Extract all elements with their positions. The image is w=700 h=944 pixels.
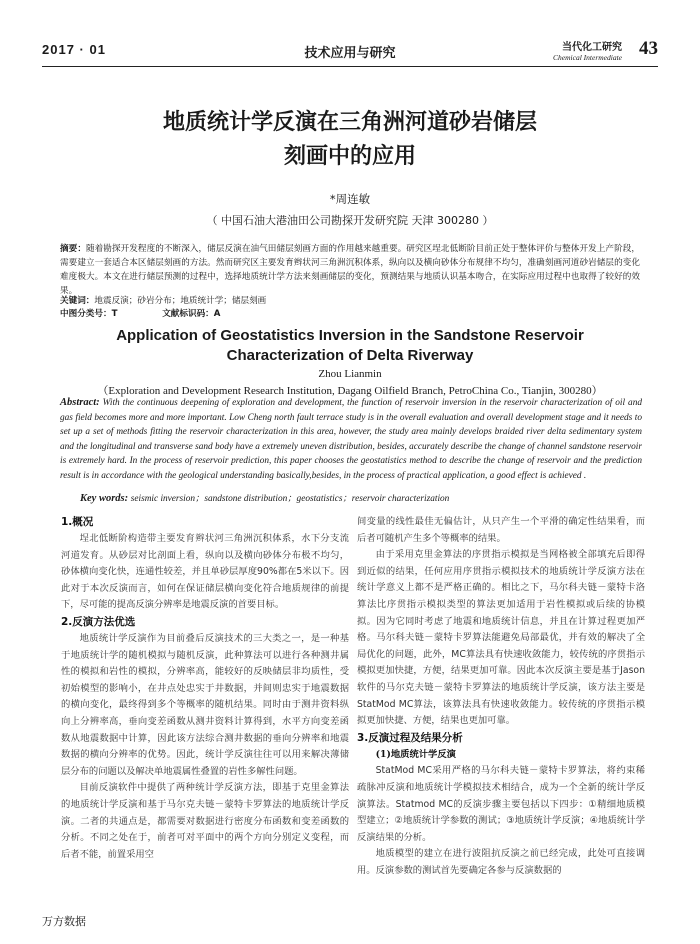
section-1-paragraph: 埕北低断阶构造带主要发育辫状河三角洲沉积体系，水下分支流河道发育。从砂层对比剖面上看，纵向以及横向砂体分布极不均匀，砂体横向变化快，连通性较差，并且单砂层厚度90%都在5米以下。因此对于本次反演而言，如何在保证储层横向变化符合地质规律的前提下，尽可能的提高反演分辨率是地震反演的首要目标。 (61, 533, 349, 611)
abstract-cn-label: 摘要： (60, 244, 86, 254)
issue-number: 2017 · 01 (42, 42, 106, 57)
section-2-paragraph-1: 地质统计学反演作为目前叠后反演技术的三大类之一，是一种基于地质统计学的随机模拟与随机反演，此种算法可以进行各种测井属性的模拟和岩性的模拟，分辨率高，能较好的反映储层非均质性，受初始模型的影响小，在井点处忠实于井数据，并间则忠实于地震数据的横向变化，最终得到多个等概率的随机结果。同时由于测井资料纵向上分辨率高，垂向变差函数从测井资料计算得到，水平方向变差函数从地震数据中计算，因此该方法综合测井数据的垂向分辨率和地震数据的横向分辨率的优势。因此，统计学反演往往可以用来解决薄储层分布的问题以及解决单地震属性叠置的岩性多解性问题。 (61, 632, 349, 777)
page-number: 43 (639, 38, 658, 59)
classification (60, 308, 640, 321)
section-2-heading: 2.反演方法优选 (61, 615, 136, 628)
abstract-cn (60, 242, 640, 298)
body-column-right (357, 514, 645, 879)
affiliation-en: （Exploration and Development Research Institution, Dagang Oilfield Branch, PetroChina Co., Tianjin, 300280） (97, 385, 603, 397)
section-3-subheading-1: (1)地质统计学反演 (375, 748, 456, 760)
class-label: 中图分类号： (60, 309, 112, 319)
section-2-paragraph-2-continued: 间变量的线性最佳无偏估计，从只产生一个平滑的确定性结果看，而后者可随机产生多个等概率的结果。 (357, 516, 645, 544)
page-header (42, 38, 658, 64)
keywords-cn (60, 295, 640, 308)
section-3-paragraph-2: 地质模型的建立在进行波阻抗反演之前已经完成，此处可直接调用。反演参数的测试首先要确定各参与反演数据的 (357, 848, 645, 876)
author-cn: *周连敏 (329, 192, 371, 206)
paper-title-cn-line2: 刻画中的应用 (283, 144, 416, 169)
section-3-heading: 3.反演过程及结果分析 (357, 731, 463, 744)
abstract-en-label: Abstract (60, 397, 97, 408)
abstract-en-text: With the continuous deepening of exploration and development, the function of reservoir inversion in the reservoir characterization of oil and gas field becomes more and more important. Low Cheng north fault terrace study is in the overall evaluation and overall development stage and it needs to set up a set of methods fitting the reservoir characterization in this area, however, the study area mainly develops braided river delta sedimentary system and the longitudinal and transverse sand body have a extremely uneven distribution, besides, accurately describe the change of channel sandstone reservoir is extremely hard. In the process of reservoir prediction, this paper chooses the geostatistics method to describe the change of reservoir and the prediction result is in accordance with the geological understanding basically,besides, in the process of practical application, a good effect is achieved . (60, 398, 642, 481)
section-2-paragraph-3: 由于采用克里金算法的序贯指示模拟是当网格被全部填充后即得到近似的结果，任何应用序贯指示模拟技术的地质统计学反演方法在统计学意义上都不是严格正确的。相比之下，马尔科夫链－蒙特卡洛算法比序贯指示模拟类型的算法更加适用于岩性模拟或后续的协模拟。因为它同时考虑了地震和地质统计信息，并且在计算过程更加严格。马尔科夫链－蒙特卡罗算法能避免局部最优，并有效的解决了全局优化的问题，此外，MC算法具有快速收敛能力，较传统的序贯指示模拟更加快捷，方便，结果更加可靠。因此本次反演主要是基于Jason软件的马尔克夫链－蒙特卡罗算法的地质统计学反演，该方法主要是StatMod MC算法，该算法具有快速收敛能力。较传统的序贯指示模拟更加快捷、方便，结果也更加可靠。 (357, 549, 645, 727)
body-column-left (61, 514, 349, 863)
section-title: 技术应用与研究 (304, 46, 396, 61)
keywords-cn-text: 地震反演；砂岩分布；地质统计学；储层刻画 (94, 296, 267, 306)
keywords-en-label: Key words (80, 493, 125, 504)
author-en: Zhou Lianmin (318, 368, 382, 380)
section-2-paragraph-2: 目前反演软件中提供了两种统计学反演方法，即基于克里金算法的地质统计学反演和基于马尔克夫链－蒙特卡罗算法的地质统计学反演。二者的共通点是，都需要对数据进行密度分布函数和变差函数的分析。不同之处在于，前者可对平面中的两个方向分别定义变程，而后者不能，前置采用空 (61, 782, 349, 860)
journal-name-cn: 当代化工研究 (562, 42, 622, 53)
paper-title-cn (60, 106, 640, 174)
abstract-en: Abstract: With the continuous deepening of exploration and development, the function of reservoir inversion in the reservoir characterization of oil and gas field becomes more and more important. Low Cheng north fault terrace study is in the overall evaluation and overall development stage and it needs to set up a set of methods fitting the reservoir characterization in this area, however, the study area mainly develops braided river delta sedimentary system and the longitudinal and transverse sand body have a extremely uneven distribution, besides, accurately describe the change of channel sandstone reservoir is extremely hard. In the process of reservoir prediction, this paper chooses the geostatistics method to describe the change of reservoir and the prediction result is in accordance with the geological understanding basically,besides, in the process of practical application, a good effect is achieved . (60, 397, 642, 481)
docid-value: A (213, 309, 221, 319)
docid-label: 文献标识码： (162, 309, 214, 319)
paper-title-cn-line1: 地质统计学反演在三角洲河道砂岩储层 (162, 110, 537, 135)
journal-name (553, 38, 622, 62)
abstract-cn-text: 随着勘探开发程度的不断深入，储层反演在油气田储层刻画方面的作用越来越重要。研究区埕北低断阶目前正处于整体评价与整体开发上产阶段，需要建立一套适合本区储层刻画的方法。然而研究区主要发育辫状河三角洲沉积体系，纵向以及横向砂体分布规律不均匀，准确刻画河道砂岩储层的变化难度极大。本文在进行储层预测的过程中，选择地质统计学方法来刻画储层的变化，预测结果与地质认识基本吻合，在实际应用过程中也取得了较好的效果。 (60, 244, 640, 296)
paper-title-en-line2: Characterization of Delta Riverway (226, 347, 474, 364)
paper-title-en (60, 326, 640, 366)
footer-source: 万方数据 (42, 915, 86, 928)
journal-name-en: Chemical Intermediate (553, 53, 622, 62)
keywords-en-text: seismic inversion；sandstone distribution；geostatistics；reservoir characterization (130, 494, 450, 504)
keywords-en: Key words: seismic inversion；sandstone distribution；geostatistics；reservoir characterization (80, 493, 450, 504)
section-3-paragraph-1: StatMod MC采用严格的马尔科夫链－蒙特卡罗算法，将约束稀疏脉冲反演和地质统计学模拟技术相结合，成为一个全新的统计学反演算法。Statmod MC的反演步骤主要包括以下四步：①精细地质模型建立；②地质统计学参数的测试；③地质统计学反演；④地质统计学反演结果的分析。 (357, 765, 645, 843)
affiliation-cn: （ 中国石油大港油田公司勘探开发研究院 天津 300280 ） (206, 214, 494, 227)
paper-title-en-line1: Application of Geostatistics Inversion in the Sandstone Reservoir (116, 327, 584, 344)
class-value: T (111, 309, 118, 319)
section-1-heading: 1.概况 (61, 516, 94, 528)
keywords-cn-label: 关键词： (60, 296, 95, 306)
header-divider (42, 66, 658, 67)
